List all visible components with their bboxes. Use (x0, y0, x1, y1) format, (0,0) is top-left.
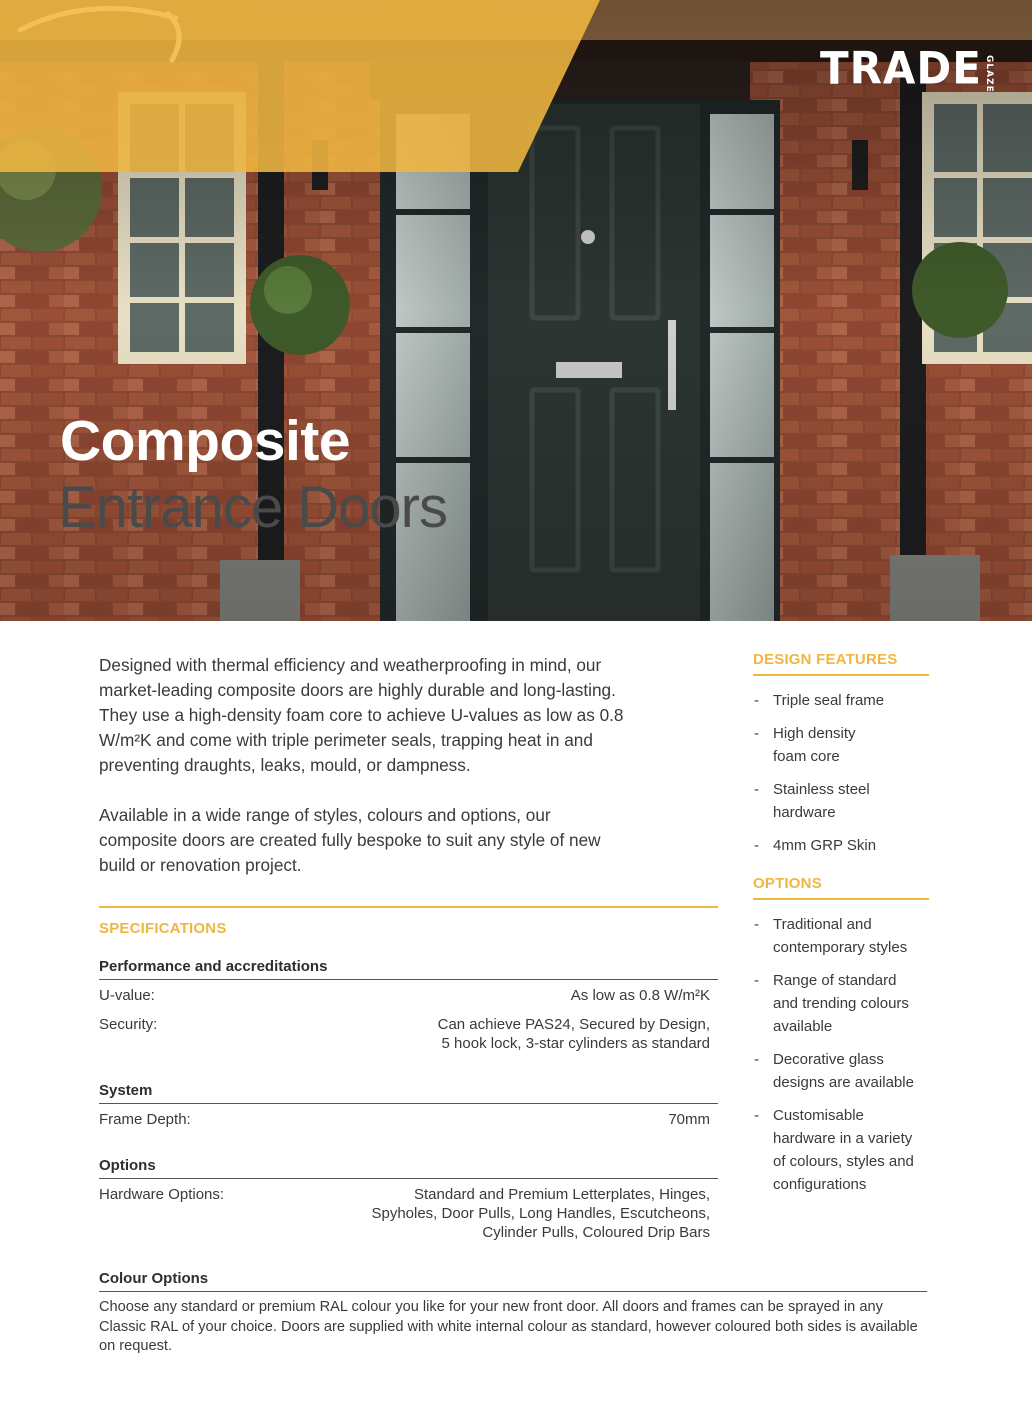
frame-depth-label: Frame Depth: (99, 1111, 191, 1128)
u-value-row (99, 980, 718, 1005)
list-item: - 4mm GRP Skin (753, 834, 933, 857)
design-features-list (753, 689, 933, 867)
options-sidebar-list (753, 913, 933, 1206)
list-item: - Decorative glass designs are available (753, 1048, 933, 1094)
system-title: System (99, 1082, 153, 1099)
hardware-options-label: Hardware Options: (99, 1186, 225, 1203)
colour-options-group (99, 1270, 927, 1357)
options-sidebar-rule (753, 898, 929, 900)
list-item: - Stainless steel hardware (753, 778, 903, 824)
frame-depth-value: 70mm (668, 1111, 710, 1128)
security-row (99, 1009, 718, 1053)
intro-paragraph-1: Designed with thermal efficiency and weatherproofing in mind, our market-leading composite doors are highly durable and long-lasting. They use a high-density foam core to achieve U-values as low as 0.8 W/m²K and come with triple perimeter seals, trapping heat in and preventing draughts, leaks, mould, or dampness. (99, 655, 624, 775)
list-item: - High density foam core (753, 722, 883, 768)
security-label: Security: (99, 1016, 158, 1033)
intro-paragraph-2: Available in a wide range of styles, colours and options, our composite doors are created fully bespoke to suit any style of new build or renovation project. (99, 805, 601, 875)
list-item: - Customisable hardware in a variety of colours, styles and configurations (753, 1104, 921, 1196)
u-value-label: U-value: (99, 987, 155, 1004)
system-group (99, 1082, 718, 1129)
options-sidebar-heading: OPTIONS (753, 875, 822, 892)
options-title: Options (99, 1157, 156, 1174)
performance-title: Performance and accreditations (99, 958, 328, 975)
title-band (0, 0, 600, 172)
security-value: Can achieve PAS24, Secured by Design, 5 hook lock, 3-star cylinders as standard (437, 1016, 710, 1052)
specifications-heading: SPECIFICATIONS (99, 920, 227, 937)
logo-wordmark: TRADE (819, 42, 982, 95)
performance-group (99, 958, 718, 1053)
list-item: - Triple seal frame (753, 689, 933, 712)
colour-options-text: Choose any standard or premium RAL colour you like for your new front door. All doors and frames can be sprayed in any Classic RAL of your choice. Doors are supplied with white internal colour as standard, however coloured both sides is available on request. (99, 1299, 918, 1354)
options-group (99, 1157, 718, 1242)
page-subtitle: Entrance Doors (58, 475, 447, 540)
specifications-divider (99, 906, 718, 908)
intro-text (99, 653, 629, 878)
frame-depth-row (99, 1104, 718, 1129)
list-item: - Traditional and contemporary styles (753, 913, 923, 959)
list-item: - Range of standard and trending colours available (753, 969, 913, 1038)
hero-image (0, 0, 1032, 621)
colour-options-title: Colour Options (99, 1270, 209, 1287)
design-features-rule (753, 674, 929, 676)
hardware-options-value: Standard and Premium Letterplates, Hinges, Spyholes, Door Pulls, Long Handles, Escutcheons, Cylinder Pulls, Coloured Drip Bars (371, 1186, 710, 1241)
page-title: Composite (60, 409, 351, 473)
u-value-value: As low as 0.8 W/m²K (570, 987, 710, 1004)
logo-subtext: GLAZE (984, 55, 994, 93)
design-features-heading: DESIGN FEATURES (753, 651, 898, 668)
hardware-options-row (99, 1179, 718, 1242)
